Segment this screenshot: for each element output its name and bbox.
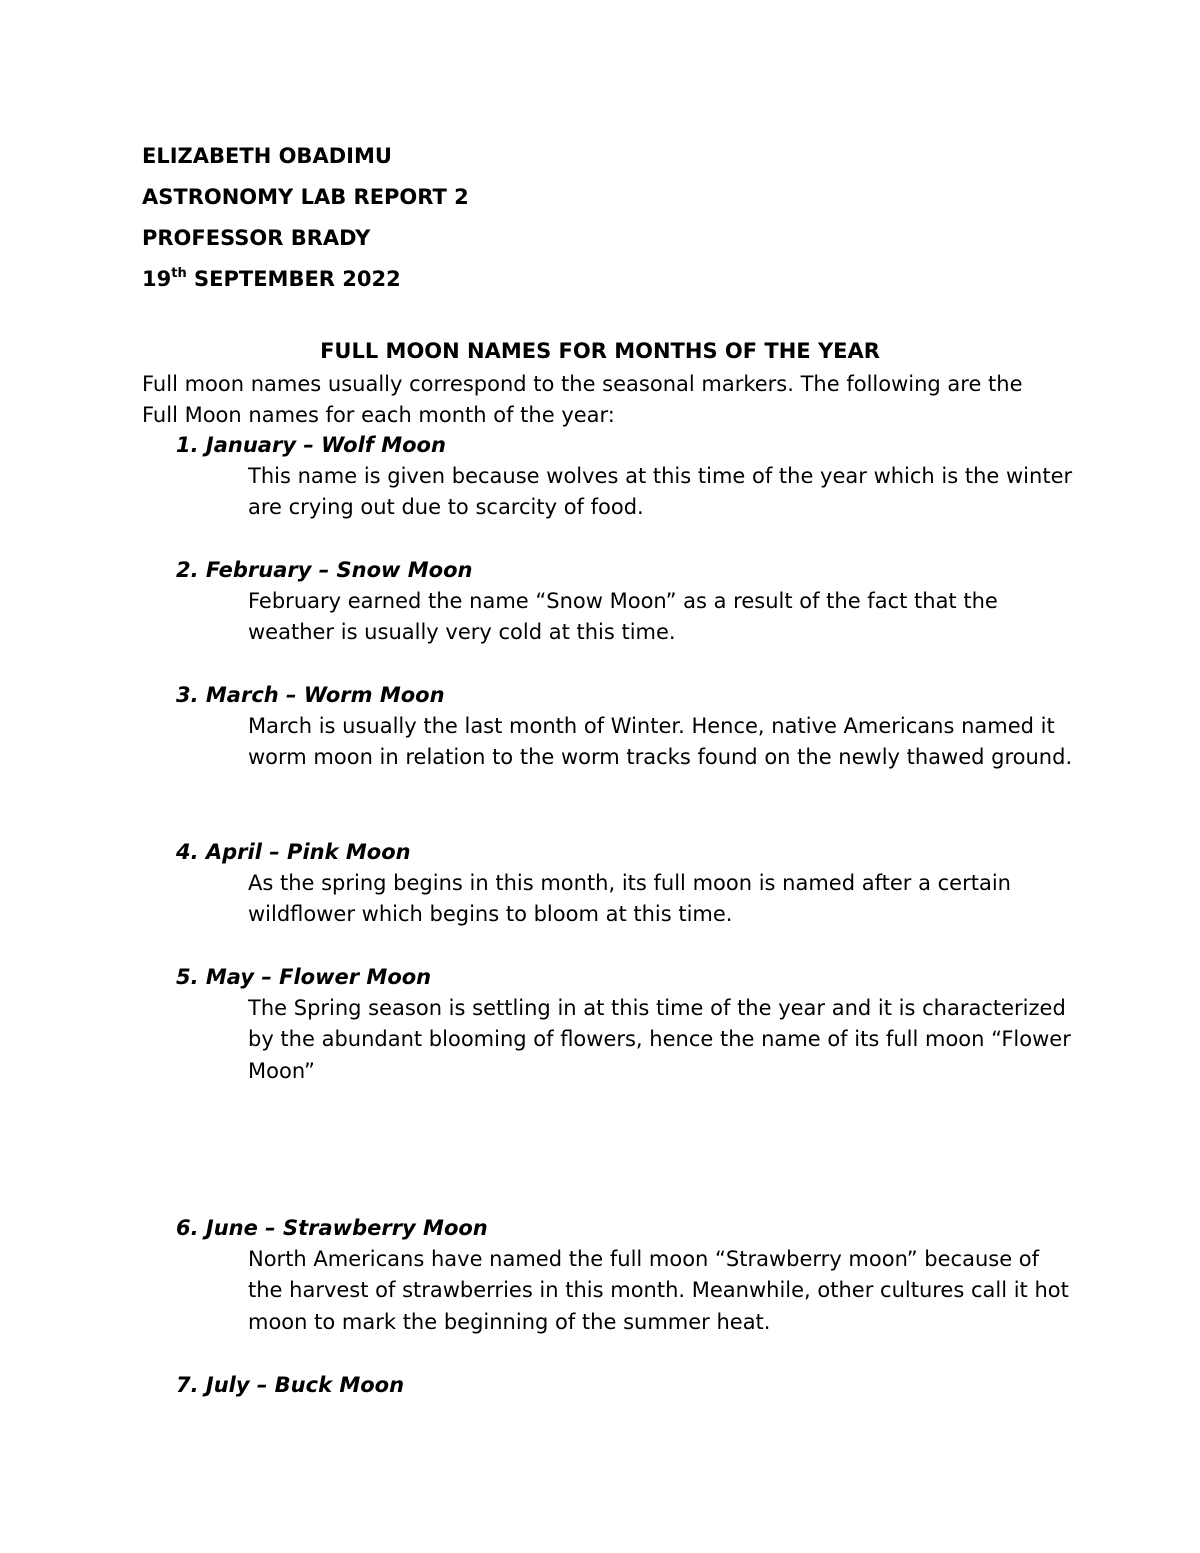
list-item-heading: 4. April – Pink Moon (176, 840, 411, 864)
professor-name: PROFESSOR BRADY (142, 226, 371, 250)
date-month-year: SEPTEMBER 2022 (186, 267, 401, 291)
list-item-body: February earned the name “Snow Moon” as a result of the fact that the weather is usually very cold at this time. (248, 589, 998, 645)
list-item-heading: 6. June – Strawberry Moon (176, 1216, 488, 1240)
list-item-heading: 2. February – Snow Moon (176, 558, 473, 582)
section-title: FULL MOON NAMES FOR MONTHS OF THE YEAR (320, 339, 880, 363)
date-suffix: th (171, 266, 187, 281)
list-item-body: North Americans have named the full moon “Strawberry moon” because of the harvest of strawberries in this month. Meanwhile, other cultures call it hot moon to mark the beginning of the summer heat. (248, 1247, 1069, 1334)
list-item-heading: 5. May – Flower Moon (176, 965, 432, 989)
list-item-heading: 1. January – Wolf Moon (176, 433, 446, 457)
report-title: ASTRONOMY LAB REPORT 2 (142, 185, 469, 209)
list-item-body: This name is given because wolves at this time of the year which is the winter are crying out due to scarcity of food. (248, 464, 1073, 520)
intro-paragraph: Full moon names usually correspond to the seasonal markers. The following are the Full Moon names for each month of the year: (142, 372, 1023, 428)
list-item-body: As the spring begins in this month, its full moon is named after a certain wildflower which begins to bloom at this time. (248, 871, 1011, 927)
list-item-body: The Spring season is settling in at this time of the year and it is characterized by the abundant blooming of flowers, hence the name of its full moon “Flower Moon” (248, 996, 1071, 1083)
list-item-body: March is usually the last month of Winter. Hence, native Americans named it worm moon in relation to the worm tracks found on the newly thawed ground. (248, 714, 1073, 770)
author-name: ELIZABETH OBADIMU (142, 144, 392, 168)
list-item-heading: 7. July – Buck Moon (176, 1373, 405, 1397)
list-item-heading: 3. March – Worm Moon (176, 683, 445, 707)
date-day: 19 (142, 267, 172, 291)
report-date (142, 266, 401, 291)
